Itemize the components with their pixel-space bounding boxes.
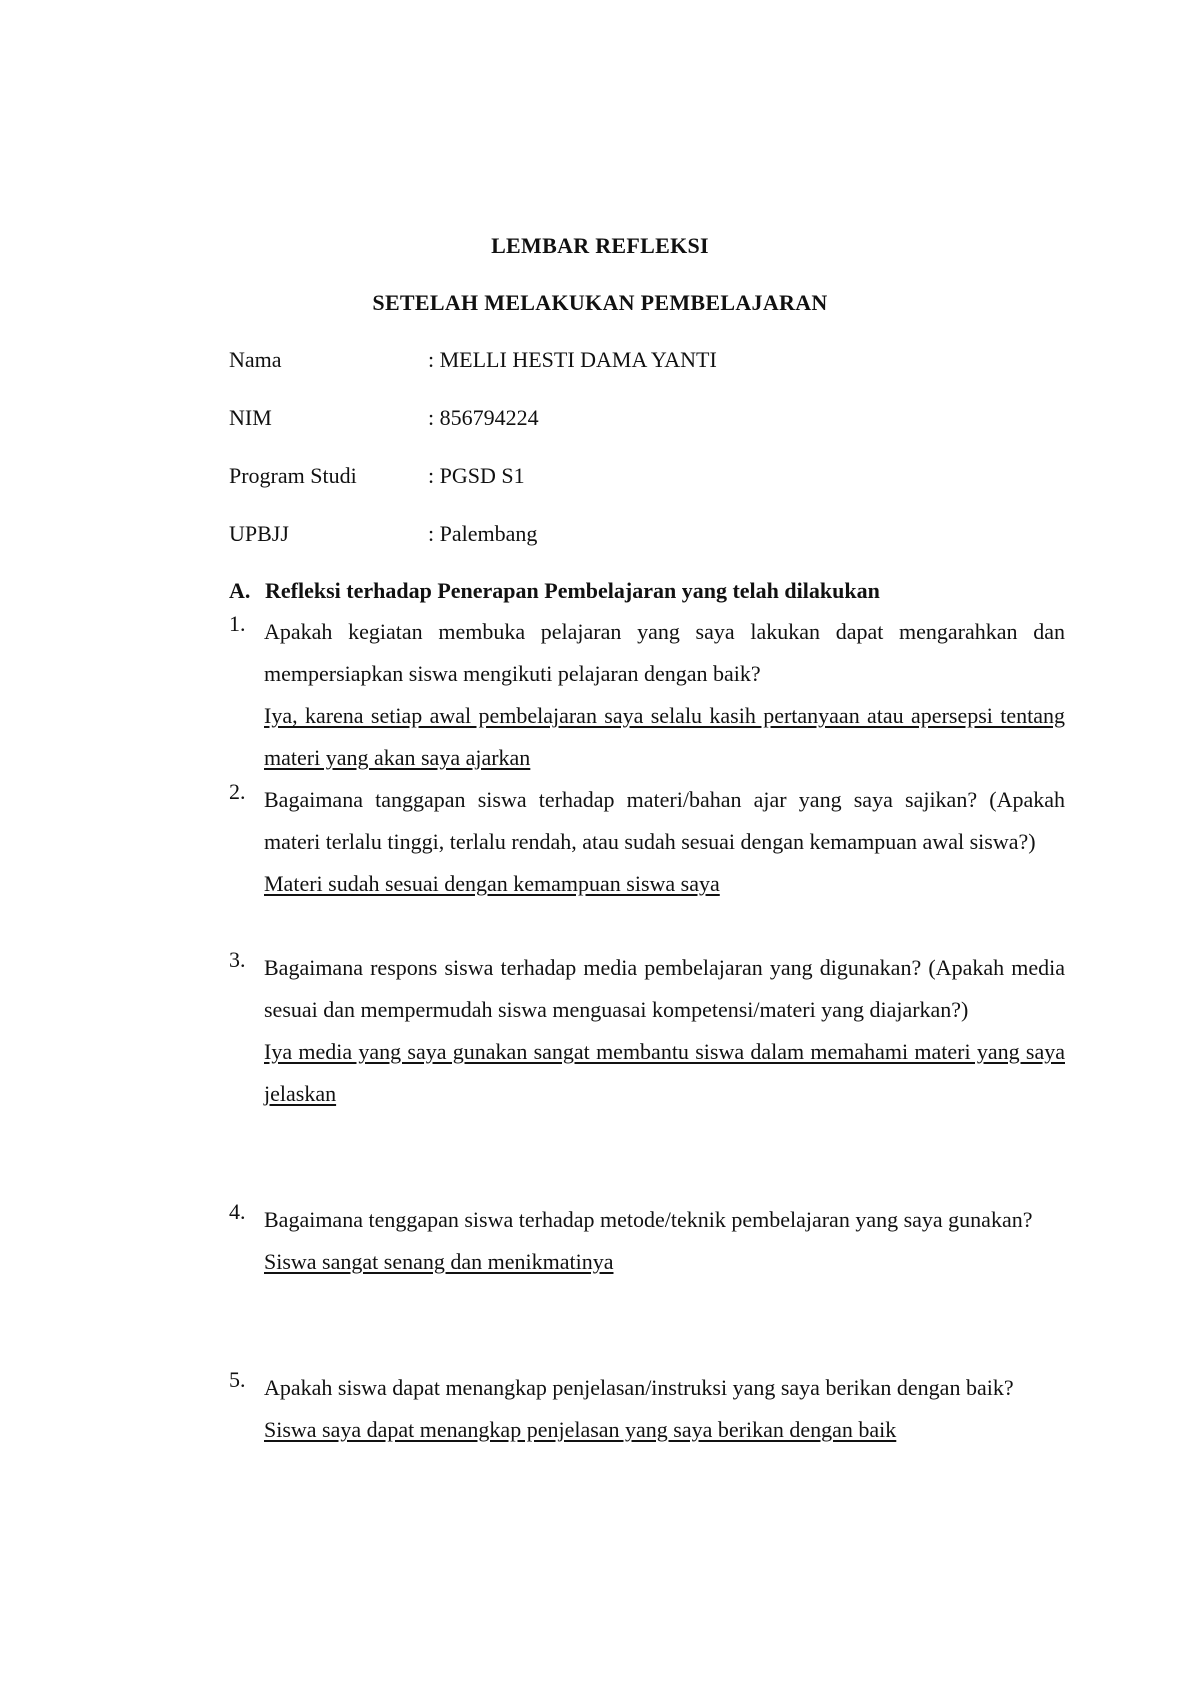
nim-label: NIM [229, 405, 272, 430]
item-number: 5. [229, 1367, 246, 1392]
item-body [264, 779, 1065, 905]
item-body [264, 611, 1065, 779]
document-title: LEMBAR REFLEKSI [491, 233, 709, 258]
item-number: 2. [229, 779, 246, 804]
item-number: 3. [229, 947, 246, 972]
item-question: Apakah kegiatan membuka pelajaran yang saya lakukan dapat mengarahkan dan mempersiapkan siswa mengikuti pelajaran dengan baik? [264, 619, 1065, 686]
prodi-label: Program Studi [229, 463, 357, 488]
item-answer: Siswa sangat senang dan menikmatinya [264, 1249, 614, 1274]
item-question: Apakah siswa dapat menangkap penjelasan/instruksi yang saya berikan dengan baik? [264, 1375, 1014, 1400]
item-number: 4. [229, 1199, 246, 1224]
upbjj-value: : Palembang [428, 521, 538, 546]
item-number: 1. [229, 611, 246, 636]
item-answer: Siswa saya dapat menangkap penjelasan yang saya berikan dengan baik [264, 1417, 897, 1442]
section-letter: A. [229, 578, 251, 603]
prodi-value: : PGSD S1 [428, 463, 525, 488]
nama-label: Nama [229, 347, 282, 372]
item-answer: Materi sudah sesuai dengan kemampuan siswa saya [264, 871, 720, 896]
item-question: Bagaimana tenggapan siswa terhadap metode/teknik pembelajaran yang saya gunakan? [264, 1207, 1033, 1232]
item-answer: Iya media yang saya gunakan sangat membantu siswa dalam memahami materi yang saya jelaskan [264, 1039, 1065, 1106]
item-question: Bagaimana respons siswa terhadap media pembelajaran yang digunakan? (Apakah media sesuai dan mempermudah siswa menguasai kompetensi/materi yang diajarkan?) [264, 955, 1065, 1022]
item-body [264, 1199, 1065, 1283]
document-subtitle: SETELAH MELAKUKAN PEMBELAJARAN [372, 290, 828, 315]
nama-value: : MELLI HESTI DAMA YANTI [428, 347, 717, 372]
item-body [264, 947, 1065, 1115]
item-answer: Iya, karena setiap awal pembelajaran saya selalu kasih pertanyaan atau apersepsi tentang materi yang akan saya ajarkan [264, 703, 1065, 770]
section-heading-text: Refleksi terhadap Penerapan Pembelajaran yang telah dilakukan [265, 578, 880, 603]
item-question: Bagaimana tanggapan siswa terhadap materi/bahan ajar yang saya sajikan? (Apakah materi terlalu tinggi, terlalu rendah, atau sudah sesuai dengan kemampuan awal siswa?) [264, 787, 1065, 854]
section-heading [229, 578, 880, 604]
nim-value: : 856794224 [428, 405, 539, 430]
item-body [264, 1367, 1065, 1451]
upbjj-label: UPBJJ [229, 521, 289, 546]
